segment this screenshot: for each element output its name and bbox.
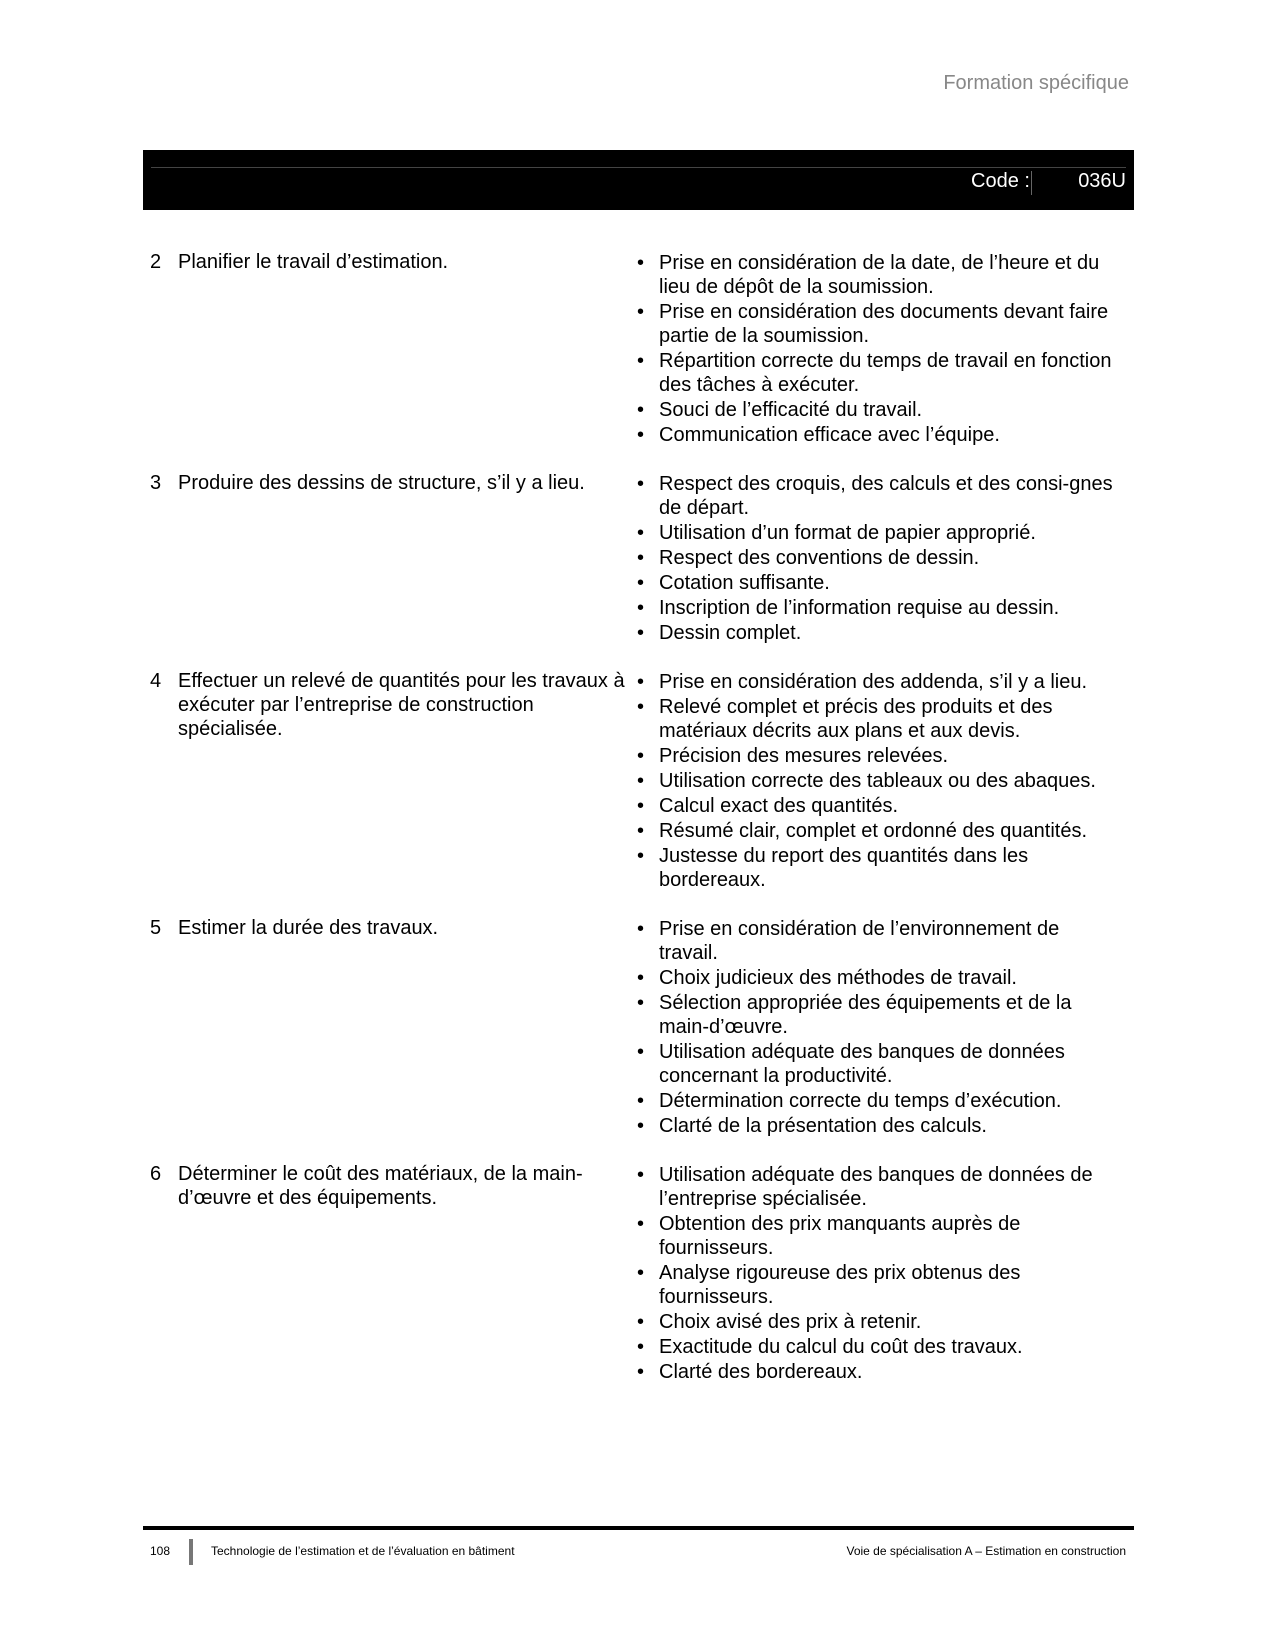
criteria-item: • Prise en considération de la date, de l’heure et du lieu de dépôt de la soumission. xyxy=(633,251,1123,299)
table-row xyxy=(150,916,1134,1138)
code-separator xyxy=(1031,171,1032,195)
criteria-item: • Souci de l’efficacité du travail. xyxy=(633,398,1123,422)
element-number: 6 xyxy=(150,1163,162,1185)
element-task: Produire des dessins de structure, s’il y a lieu. xyxy=(178,472,585,494)
criteria-item: • Inscription de l’information requise au dessin. xyxy=(633,596,1123,620)
criteria-item: • Calcul exact des quantités. xyxy=(633,794,1123,818)
element-number: 3 xyxy=(150,472,162,494)
code-bar xyxy=(143,150,1134,210)
criteria-item: • Prise en considération des documents devant faire partie de la soumission. xyxy=(633,300,1123,348)
footer-track-title: Voie de spécialisation A – Estimation en construction xyxy=(846,1544,1126,1558)
criteria-item: • Clarté de la présentation des calculs. xyxy=(633,1114,1123,1138)
criteria-item: • Répartition correcte du temps de travail en fonction des tâches à exécuter. xyxy=(633,349,1123,397)
code-value: 036U xyxy=(1078,170,1126,192)
table-row xyxy=(150,669,1134,892)
table-row xyxy=(150,1162,1134,1384)
criteria-item: • Résumé clair, complet et ordonné des quantités. xyxy=(633,819,1123,843)
competency-table xyxy=(150,250,1134,1408)
criteria-item: • Prise en considération de l’environnement de travail. xyxy=(633,917,1123,965)
criteria-item: • Analyse rigoureuse des prix obtenus des fournisseurs. xyxy=(633,1261,1123,1309)
criteria-item: • Dessin complet. xyxy=(633,621,1123,645)
footer-divider xyxy=(189,1539,193,1565)
criteria-list xyxy=(633,471,1123,645)
criteria-item: • Communication efficace avec l’équipe. xyxy=(633,423,1123,447)
criteria-item: • Obtention des prix manquants auprès de fournisseurs. xyxy=(633,1212,1123,1260)
criteria-item: • Utilisation correcte des tableaux ou des abaques. xyxy=(633,769,1123,793)
code-bar-rule xyxy=(151,167,1126,168)
section-header: Formation spécifique xyxy=(943,72,1129,94)
criteria-item: • Utilisation adéquate des banques de données concernant la productivité. xyxy=(633,1040,1123,1088)
criteria-item: • Choix judicieux des méthodes de travail. xyxy=(633,966,1123,990)
element-number: 4 xyxy=(150,670,162,692)
criteria-item: • Précision des mesures relevées. xyxy=(633,744,1123,768)
criteria-item: • Utilisation d’un format de papier approprié. xyxy=(633,521,1123,545)
criteria-list xyxy=(633,1162,1123,1384)
criteria-item: • Clarté des bordereaux. xyxy=(633,1360,1123,1384)
element-task: Déterminer le coût des matériaux, de la main-d’œuvre et des équipements. xyxy=(178,1163,583,1209)
element-task: Effectuer un relevé de quantités pour les travaux à exécuter par l’entreprise de construction spécialisée. xyxy=(178,670,625,740)
footer-program-title: Technologie de l’estimation et de l’évaluation en bâtiment xyxy=(211,1544,515,1558)
criteria-item: • Cotation suffisante. xyxy=(633,571,1123,595)
criteria-item: • Prise en considération des addenda, s’il y a lieu. xyxy=(633,670,1123,694)
element-number: 5 xyxy=(150,917,162,939)
criteria-item: • Détermination correcte du temps d’exécution. xyxy=(633,1089,1123,1113)
table-row xyxy=(150,471,1134,645)
criteria-item: • Utilisation adéquate des banques de données de l’entreprise spécialisée. xyxy=(633,1163,1123,1211)
criteria-list xyxy=(633,669,1123,892)
page-number: 108 xyxy=(150,1544,171,1558)
footer-rule xyxy=(143,1526,1134,1530)
element-task: Estimer la durée des travaux. xyxy=(178,917,439,939)
criteria-item: • Respect des croquis, des calculs et des consi-gnes de départ. xyxy=(633,472,1123,520)
criteria-item: • Sélection appropriée des équipements et de la main-d’œuvre. xyxy=(633,991,1123,1039)
element-number: 2 xyxy=(150,251,162,273)
criteria-item: • Respect des conventions de dessin. xyxy=(633,546,1123,570)
criteria-item: • Exactitude du calcul du coût des travaux. xyxy=(633,1335,1123,1359)
criteria-item: • Choix avisé des prix à retenir. xyxy=(633,1310,1123,1334)
table-row xyxy=(150,250,1134,447)
criteria-item: • Relevé complet et précis des produits et des matériaux décrits aux plans et aux devis. xyxy=(633,695,1123,743)
code-label: Code : xyxy=(971,170,1030,192)
criteria-item: • Justesse du report des quantités dans les bordereaux. xyxy=(633,844,1123,892)
element-task: Planifier le travail d’estimation. xyxy=(178,251,449,273)
criteria-list xyxy=(633,916,1123,1138)
criteria-list xyxy=(633,250,1123,447)
